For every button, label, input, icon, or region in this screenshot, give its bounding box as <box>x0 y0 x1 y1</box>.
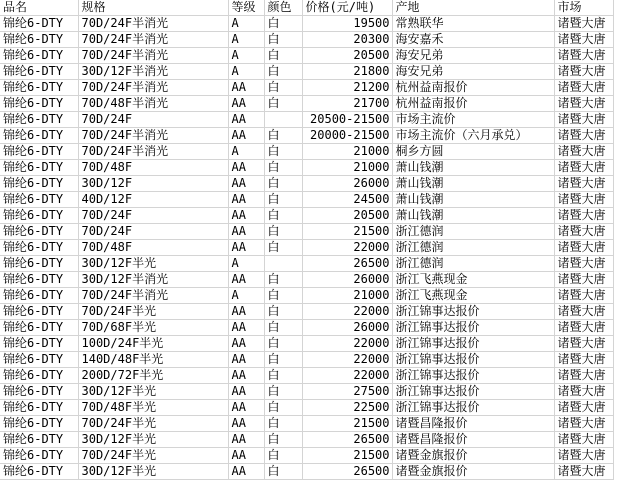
table-row <box>0 240 613 256</box>
cell-grade[interactable]: A <box>228 256 264 272</box>
cell-market[interactable]: 诸暨大唐 <box>554 304 613 320</box>
cell-origin[interactable]: 浙江德润 <box>392 256 554 272</box>
cell-market[interactable]: 诸暨大唐 <box>554 48 613 64</box>
cell-grade[interactable]: AA <box>228 432 264 448</box>
cell-market[interactable]: 诸暨大唐 <box>554 192 613 208</box>
cell-product-name[interactable]: 锦纶6-DTY <box>0 96 78 112</box>
cell-spec[interactable]: 70D/24F半光 <box>78 304 228 320</box>
cell-spec[interactable]: 70D/48F <box>78 240 228 256</box>
cell-price[interactable]: 22000 <box>302 304 392 320</box>
table-row <box>0 160 613 176</box>
cell-product-name[interactable]: 锦纶6-DTY <box>0 464 78 480</box>
cell-origin[interactable]: 浙江德润 <box>392 224 554 240</box>
cell-origin[interactable]: 萧山钱潮 <box>392 192 554 208</box>
cell-spec[interactable]: 70D/24F <box>78 112 228 128</box>
cell-price[interactable]: 22000 <box>302 240 392 256</box>
cell-spec[interactable]: 30D/12F半光 <box>78 256 228 272</box>
cell-grade[interactable]: AA <box>228 464 264 480</box>
cell-color[interactable]: 白 <box>264 288 302 304</box>
cell-product-name[interactable]: 锦纶6-DTY <box>0 64 78 80</box>
cell-market[interactable]: 诸暨大唐 <box>554 208 613 224</box>
cell-product-name[interactable]: 锦纶6-DTY <box>0 432 78 448</box>
cell-price[interactable]: 20300 <box>302 32 392 48</box>
header-cell-product-name[interactable]: 品名 <box>0 0 78 16</box>
cell-grade[interactable]: AA <box>228 384 264 400</box>
cell-product-name[interactable]: 锦纶6-DTY <box>0 48 78 64</box>
cell-origin[interactable]: 桐乡方圆 <box>392 144 554 160</box>
table-row <box>0 144 613 160</box>
cell-origin[interactable]: 浙江锦事达报价 <box>392 320 554 336</box>
cell-product-name[interactable]: 锦纶6-DTY <box>0 176 78 192</box>
cell-price[interactable]: 21500 <box>302 448 392 464</box>
cell-grade[interactable]: AA <box>228 208 264 224</box>
cell-spec[interactable]: 70D/24F半光 <box>78 448 228 464</box>
cell-grade[interactable]: AA <box>228 176 264 192</box>
cell-price[interactable]: 22000 <box>302 336 392 352</box>
table-row <box>0 80 613 96</box>
cell-product-name[interactable]: 锦纶6-DTY <box>0 240 78 256</box>
cell-origin[interactable]: 浙江锦事达报价 <box>392 336 554 352</box>
cell-spec[interactable]: 70D/68F半光 <box>78 320 228 336</box>
cell-color[interactable]: 白 <box>264 384 302 400</box>
cell-spec[interactable]: 30D/12F半消光 <box>78 64 228 80</box>
cell-market[interactable]: 诸暨大唐 <box>554 32 613 48</box>
table-row <box>0 400 613 416</box>
cell-origin[interactable]: 浙江德润 <box>392 240 554 256</box>
cell-origin[interactable]: 萧山钱潮 <box>392 208 554 224</box>
cell-price[interactable]: 22000 <box>302 352 392 368</box>
cell-color[interactable]: 白 <box>264 128 302 144</box>
cell-color[interactable]: 白 <box>264 368 302 384</box>
cell-grade[interactable]: AA <box>228 336 264 352</box>
cell-color[interactable]: 白 <box>264 144 302 160</box>
cell-color[interactable]: 白 <box>264 400 302 416</box>
table-row <box>0 288 613 304</box>
cell-color[interactable]: 白 <box>264 16 302 32</box>
table-row <box>0 96 613 112</box>
cell-color[interactable]: 白 <box>264 432 302 448</box>
cell-product-name[interactable]: 锦纶6-DTY <box>0 16 78 32</box>
cell-grade[interactable]: A <box>228 32 264 48</box>
cell-price[interactable]: 20500 <box>302 208 392 224</box>
cell-color[interactable]: 白 <box>264 32 302 48</box>
cell-product-name[interactable]: 锦纶6-DTY <box>0 256 78 272</box>
table-row <box>0 464 613 480</box>
cell-product-name[interactable]: 锦纶6-DTY <box>0 224 78 240</box>
cell-price[interactable]: 22500 <box>302 400 392 416</box>
cell-product-name[interactable]: 锦纶6-DTY <box>0 112 78 128</box>
cell-spec[interactable]: 70D/24F半消光 <box>78 128 228 144</box>
cell-product-name[interactable]: 锦纶6-DTY <box>0 384 78 400</box>
cell-origin[interactable]: 杭州益南报价 <box>392 80 554 96</box>
cell-grade[interactable]: AA <box>228 272 264 288</box>
table-row <box>0 208 613 224</box>
cell-price[interactable]: 26500 <box>302 464 392 480</box>
cell-market[interactable]: 诸暨大唐 <box>554 384 613 400</box>
cell-spec[interactable]: 70D/24F半光 <box>78 416 228 432</box>
cell-spec[interactable]: 30D/12F半消光 <box>78 272 228 288</box>
cell-grade[interactable]: A <box>228 144 264 160</box>
table-row <box>0 448 613 464</box>
cell-color[interactable]: 白 <box>264 320 302 336</box>
table-row <box>0 352 613 368</box>
cell-market[interactable]: 诸暨大唐 <box>554 288 613 304</box>
cell-price[interactable]: 21000 <box>302 144 392 160</box>
cell-spec[interactable]: 70D/24F半消光 <box>78 32 228 48</box>
cell-market[interactable]: 诸暨大唐 <box>554 176 613 192</box>
cell-origin[interactable]: 海安兄弟 <box>392 48 554 64</box>
cell-price[interactable]: 21000 <box>302 160 392 176</box>
cell-price[interactable]: 26500 <box>302 432 392 448</box>
header-cell-origin[interactable]: 产地 <box>392 0 554 16</box>
table-row <box>0 128 613 144</box>
cell-spec[interactable]: 70D/24F半消光 <box>78 144 228 160</box>
cell-spec[interactable]: 30D/12F半光 <box>78 464 228 480</box>
cell-price[interactable]: 26500 <box>302 256 392 272</box>
cell-market[interactable]: 诸暨大唐 <box>554 160 613 176</box>
cell-grade[interactable]: AA <box>228 192 264 208</box>
cell-grade[interactable]: AA <box>228 400 264 416</box>
cell-grade[interactable]: AA <box>228 320 264 336</box>
cell-price[interactable]: 22000 <box>302 368 392 384</box>
cell-color[interactable]: 白 <box>264 416 302 432</box>
cell-grade[interactable]: AA <box>228 160 264 176</box>
cell-grade[interactable]: AA <box>228 240 264 256</box>
table-row <box>0 384 613 400</box>
cell-market[interactable]: 诸暨大唐 <box>554 368 613 384</box>
table-row <box>0 272 613 288</box>
cell-color[interactable]: 白 <box>264 272 302 288</box>
cell-market[interactable]: 诸暨大唐 <box>554 128 613 144</box>
cell-spec[interactable]: 70D/24F <box>78 224 228 240</box>
cell-color[interactable]: 白 <box>264 208 302 224</box>
cell-grade[interactable]: A <box>228 64 264 80</box>
cell-grade[interactable]: A <box>228 48 264 64</box>
cell-color[interactable]: 白 <box>264 304 302 320</box>
cell-origin[interactable]: 诸暨昌隆报价 <box>392 432 554 448</box>
cell-origin[interactable]: 浙江飞燕现金 <box>392 272 554 288</box>
cell-grade[interactable]: AA <box>228 448 264 464</box>
cell-color[interactable] <box>264 112 302 128</box>
cell-color[interactable]: 白 <box>264 48 302 64</box>
cell-product-name[interactable]: 锦纶6-DTY <box>0 400 78 416</box>
table-row <box>0 16 613 32</box>
table-row <box>0 48 613 64</box>
header-cell-spec[interactable]: 规格 <box>78 0 228 16</box>
cell-spec[interactable]: 70D/48F <box>78 160 228 176</box>
cell-market[interactable]: 诸暨大唐 <box>554 64 613 80</box>
cell-origin[interactable]: 浙江锦事达报价 <box>392 304 554 320</box>
cell-color[interactable]: 白 <box>264 240 302 256</box>
cell-origin[interactable]: 市场主流价 <box>392 112 554 128</box>
cell-origin[interactable]: 常熟联华 <box>392 16 554 32</box>
cell-price[interactable]: 20500 <box>302 48 392 64</box>
cell-color[interactable]: 白 <box>264 224 302 240</box>
cell-origin[interactable]: 诸暨昌隆报价 <box>392 416 554 432</box>
cell-product-name[interactable]: 锦纶6-DTY <box>0 192 78 208</box>
cell-product-name[interactable]: 锦纶6-DTY <box>0 352 78 368</box>
table-row <box>0 320 613 336</box>
cell-color[interactable] <box>264 256 302 272</box>
cell-price[interactable]: 21500 <box>302 416 392 432</box>
cell-origin[interactable]: 萧山钱潮 <box>392 160 554 176</box>
cell-origin[interactable]: 浙江锦事达报价 <box>392 384 554 400</box>
cell-product-name[interactable]: 锦纶6-DTY <box>0 272 78 288</box>
cell-price[interactable]: 21000 <box>302 288 392 304</box>
cell-market[interactable]: 诸暨大唐 <box>554 96 613 112</box>
table-row <box>0 416 613 432</box>
header-row <box>0 0 613 16</box>
cell-spec[interactable]: 200D/72F半光 <box>78 368 228 384</box>
table-row <box>0 432 613 448</box>
cell-market[interactable]: 诸暨大唐 <box>554 432 613 448</box>
cell-product-name[interactable]: 锦纶6-DTY <box>0 320 78 336</box>
cell-market[interactable]: 诸暨大唐 <box>554 336 613 352</box>
cell-market[interactable]: 诸暨大唐 <box>554 16 613 32</box>
cell-grade[interactable]: AA <box>228 416 264 432</box>
cell-spec[interactable]: 70D/48F半消光 <box>78 96 228 112</box>
cell-product-name[interactable]: 锦纶6-DTY <box>0 336 78 352</box>
cell-product-name[interactable]: 锦纶6-DTY <box>0 368 78 384</box>
cell-price[interactable]: 21800 <box>302 64 392 80</box>
cell-spec[interactable]: 70D/24F半消光 <box>78 80 228 96</box>
table-row <box>0 32 613 48</box>
cell-product-name[interactable]: 锦纶6-DTY <box>0 208 78 224</box>
cell-spec[interactable]: 70D/24F半消光 <box>78 16 228 32</box>
cell-color[interactable]: 白 <box>264 160 302 176</box>
cell-spec[interactable]: 30D/12F半光 <box>78 384 228 400</box>
cell-color[interactable]: 白 <box>264 336 302 352</box>
cell-color[interactable]: 白 <box>264 96 302 112</box>
cell-color[interactable]: 白 <box>264 448 302 464</box>
cell-product-name[interactable]: 锦纶6-DTY <box>0 32 78 48</box>
table-row <box>0 336 613 352</box>
cell-product-name[interactable]: 锦纶6-DTY <box>0 448 78 464</box>
cell-spec[interactable]: 30D/12F <box>78 176 228 192</box>
cell-market[interactable]: 诸暨大唐 <box>554 448 613 464</box>
cell-product-name[interactable]: 锦纶6-DTY <box>0 416 78 432</box>
table-row <box>0 304 613 320</box>
cell-price[interactable]: 26000 <box>302 320 392 336</box>
cell-product-name[interactable]: 锦纶6-DTY <box>0 288 78 304</box>
cell-spec[interactable]: 70D/24F半消光 <box>78 48 228 64</box>
cell-price[interactable]: 21200 <box>302 80 392 96</box>
cell-market[interactable]: 诸暨大唐 <box>554 240 613 256</box>
header-cell-color[interactable]: 颜色 <box>264 0 302 16</box>
cell-price[interactable]: 26000 <box>302 272 392 288</box>
header-cell-price[interactable]: 价格(元/吨) <box>302 0 392 16</box>
cell-grade[interactable]: AA <box>228 128 264 144</box>
cell-price[interactable]: 19500 <box>302 16 392 32</box>
cell-grade[interactable]: AA <box>228 112 264 128</box>
cell-market[interactable]: 诸暨大唐 <box>554 144 613 160</box>
cell-price[interactable]: 27500 <box>302 384 392 400</box>
cell-grade[interactable]: AA <box>228 352 264 368</box>
cell-grade[interactable]: AA <box>228 304 264 320</box>
cell-product-name[interactable]: 锦纶6-DTY <box>0 128 78 144</box>
cell-market[interactable]: 诸暨大唐 <box>554 320 613 336</box>
table-row <box>0 64 613 80</box>
table-row <box>0 112 613 128</box>
cell-market[interactable]: 诸暨大唐 <box>554 400 613 416</box>
cell-market[interactable]: 诸暨大唐 <box>554 224 613 240</box>
cell-origin[interactable]: 杭州益南报价 <box>392 96 554 112</box>
cell-origin[interactable]: 诸暨金旗报价 <box>392 464 554 480</box>
cell-product-name[interactable]: 锦纶6-DTY <box>0 304 78 320</box>
cell-product-name[interactable]: 锦纶6-DTY <box>0 80 78 96</box>
cell-market[interactable]: 诸暨大唐 <box>554 80 613 96</box>
cell-grade[interactable]: AA <box>228 80 264 96</box>
cell-origin[interactable]: 浙江锦事达报价 <box>392 400 554 416</box>
cell-color[interactable]: 白 <box>264 464 302 480</box>
cell-origin[interactable]: 市场主流价（六月承兑） <box>392 128 554 144</box>
cell-market[interactable]: 诸暨大唐 <box>554 416 613 432</box>
header-cell-market[interactable]: 市场 <box>554 0 613 16</box>
cell-market[interactable]: 诸暨大唐 <box>554 272 613 288</box>
cell-price[interactable]: 20500-21500 <box>302 112 392 128</box>
cell-color[interactable]: 白 <box>264 64 302 80</box>
cell-price[interactable]: 21500 <box>302 224 392 240</box>
cell-color[interactable]: 白 <box>264 192 302 208</box>
cell-spec[interactable]: 40D/12F <box>78 192 228 208</box>
cell-grade[interactable]: AA <box>228 224 264 240</box>
cell-origin[interactable]: 浙江锦事达报价 <box>392 368 554 384</box>
cell-spec[interactable]: 70D/24F <box>78 208 228 224</box>
table-row <box>0 176 613 192</box>
cell-market[interactable]: 诸暨大唐 <box>554 256 613 272</box>
cell-origin[interactable]: 海安嘉禾 <box>392 32 554 48</box>
cell-spec[interactable]: 140D/48F半光 <box>78 352 228 368</box>
cell-origin[interactable]: 浙江锦事达报价 <box>392 352 554 368</box>
cell-grade[interactable]: A <box>228 16 264 32</box>
cell-price[interactable]: 21700 <box>302 96 392 112</box>
table-row <box>0 192 613 208</box>
table-row <box>0 256 613 272</box>
table-row <box>0 224 613 240</box>
cell-grade[interactable]: AA <box>228 368 264 384</box>
cell-origin[interactable]: 诸暨金旗报价 <box>392 448 554 464</box>
cell-market[interactable]: 诸暨大唐 <box>554 464 613 480</box>
cell-spec[interactable]: 100D/24F半光 <box>78 336 228 352</box>
cell-origin[interactable]: 海安兄弟 <box>392 64 554 80</box>
cell-spec[interactable]: 30D/12F半光 <box>78 432 228 448</box>
cell-market[interactable]: 诸暨大唐 <box>554 112 613 128</box>
cell-price[interactable]: 26000 <box>302 176 392 192</box>
cell-grade[interactable]: AA <box>228 96 264 112</box>
cell-grade[interactable]: A <box>228 288 264 304</box>
cell-market[interactable]: 诸暨大唐 <box>554 352 613 368</box>
cell-origin[interactable]: 萧山钱潮 <box>392 176 554 192</box>
cell-color[interactable]: 白 <box>264 352 302 368</box>
cell-product-name[interactable]: 锦纶6-DTY <box>0 160 78 176</box>
cell-origin[interactable]: 浙江飞燕现金 <box>392 288 554 304</box>
cell-product-name[interactable]: 锦纶6-DTY <box>0 144 78 160</box>
cell-color[interactable]: 白 <box>264 176 302 192</box>
cell-color[interactable]: 白 <box>264 80 302 96</box>
cell-spec[interactable]: 70D/48F半光 <box>78 400 228 416</box>
cell-price[interactable]: 24500 <box>302 192 392 208</box>
cell-price[interactable]: 20000-21500 <box>302 128 392 144</box>
table-row <box>0 368 613 384</box>
cell-spec[interactable]: 70D/24F半消光 <box>78 288 228 304</box>
header-cell-grade[interactable]: 等级 <box>228 0 264 16</box>
